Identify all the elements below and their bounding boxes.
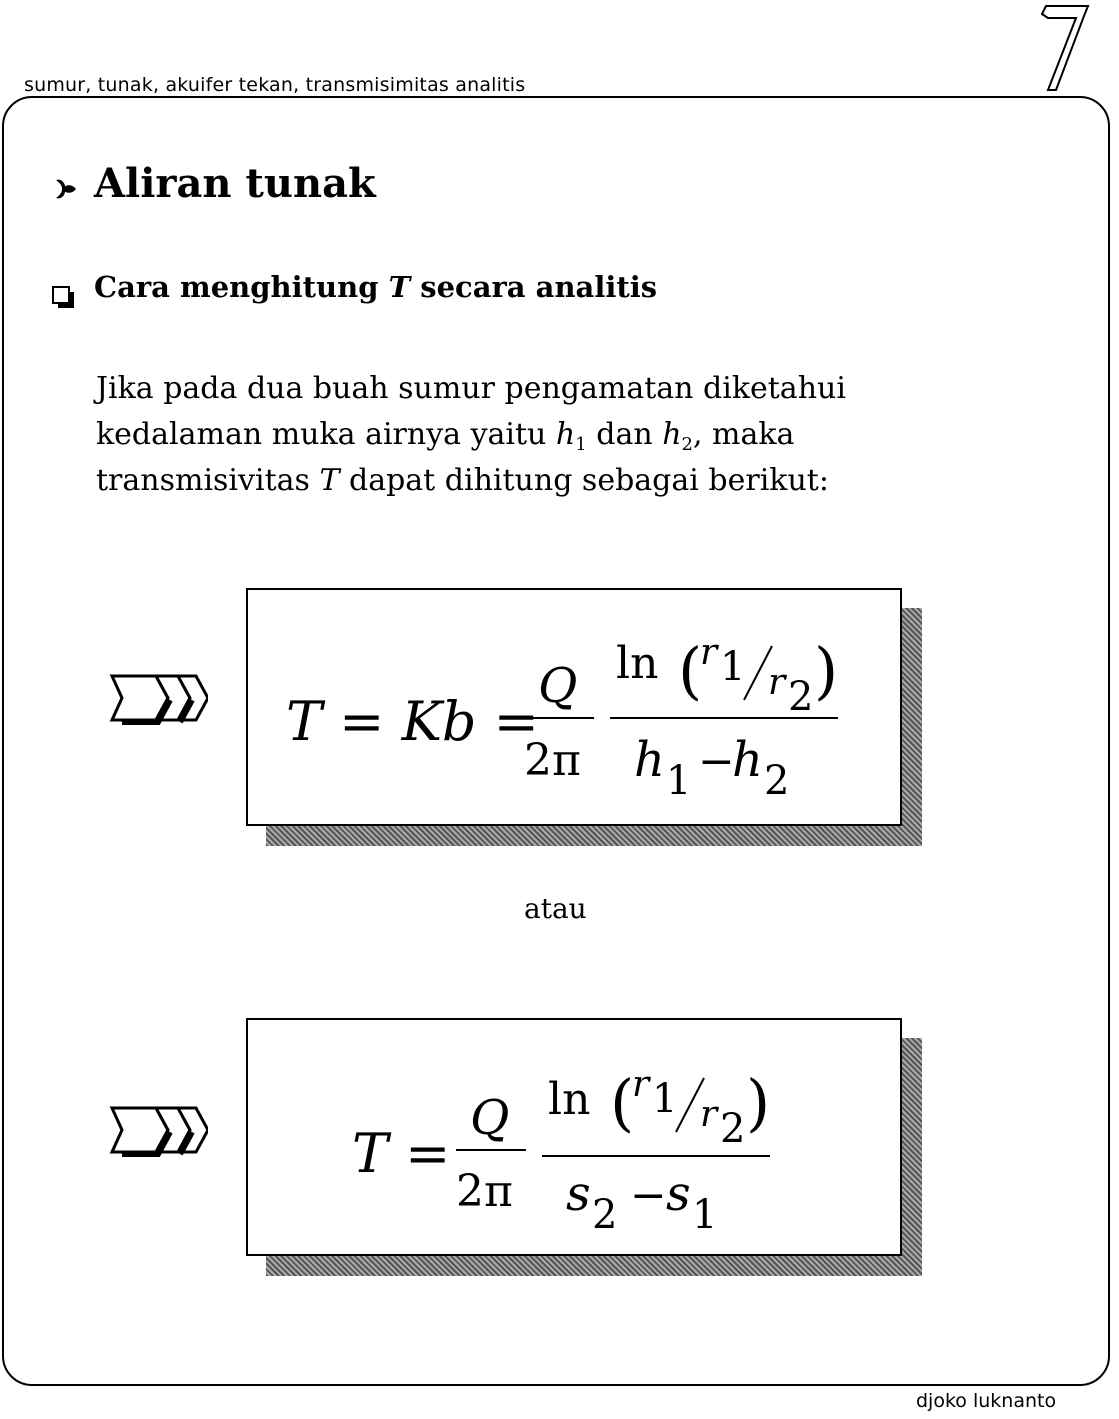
right-paren: ) [814, 634, 839, 707]
formula-denominator-2pi: 2π [456, 1166, 513, 1217]
r-variable: r [768, 662, 786, 703]
section-title: Aliran tunak [94, 160, 376, 207]
double-arrow-icon [108, 1100, 208, 1160]
description-paragraph [96, 366, 976, 504]
paragraph-text: transmisivitas [96, 463, 320, 498]
subscript-two: 2 [592, 1192, 618, 1238]
formula-numerator-q: Q [470, 1090, 510, 1146]
header-topic: sumur, tunak, akuifer tekan, transmisimitas analitis [24, 74, 526, 96]
paragraph-text: , maka [692, 417, 795, 452]
right-paren: ) [746, 1066, 771, 1139]
subsection-title [94, 270, 657, 304]
formula-frame [246, 1018, 902, 1256]
formula-1-svg [248, 590, 900, 824]
r-variable: r [700, 632, 718, 673]
t-variable: T [319, 463, 340, 498]
subscript-one: 1 [692, 1192, 718, 1238]
subscript-two: 2 [764, 758, 790, 804]
subsection-variable: T [388, 270, 411, 304]
subscript-two: 2 [788, 674, 814, 720]
h-variable: h [732, 732, 763, 788]
ln-label: ln [548, 1074, 591, 1125]
h-variable: h [555, 417, 576, 452]
separator-text: atau [524, 892, 587, 925]
footer-author: djoko luknanto [916, 1390, 1057, 1412]
checkbox-bullet-icon [52, 286, 70, 304]
formula-box-2 [246, 1018, 926, 1280]
subscript-two: 2 [681, 434, 693, 455]
h-variable: h [662, 417, 682, 452]
subscript-two: 2 [720, 1106, 746, 1152]
left-paren: ( [678, 634, 703, 707]
paragraph-text: kedalaman muka airnya yaitu [96, 417, 556, 452]
formula-numerator-q: Q [538, 658, 578, 714]
paragraph-line-3 [96, 458, 976, 504]
formula-denominator-2pi: 2π [524, 735, 581, 786]
heart-bullet-icon [52, 176, 78, 202]
formula-2-svg [248, 1020, 900, 1254]
paragraph-text: dan [586, 417, 663, 452]
subscript-one: 1 [652, 1076, 678, 1122]
ln-label: ln [616, 638, 659, 689]
r-variable: r [632, 1064, 650, 1105]
double-arrow-icon [108, 668, 208, 728]
subscript-one: 1 [720, 644, 746, 690]
left-paren: ( [610, 1066, 635, 1139]
h-variable: h [634, 732, 665, 788]
page-number-text: 7 [1064, 62, 1065, 63]
r-variable: r [700, 1094, 718, 1135]
subsection-suffix: secara analitis [410, 270, 658, 304]
page-number [1036, 2, 1092, 94]
paragraph-text: dapat dihitung sebagai berikut: [339, 463, 829, 498]
subsection-prefix: Cara menghitung [94, 270, 389, 304]
minus-sign: − [630, 1170, 667, 1221]
formula-frame [246, 588, 902, 826]
subscript-one: 1 [575, 434, 587, 455]
paragraph-line-2 [96, 412, 976, 458]
subscript-one: 1 [666, 758, 692, 804]
formula-lhs: T = [352, 1122, 451, 1185]
paragraph-line-1: Jika pada dua buah sumur pengamatan diketahui [96, 371, 846, 406]
formula-box-1 [246, 588, 926, 850]
s-variable: s [566, 1166, 591, 1222]
s-variable: s [666, 1166, 691, 1222]
formula-lhs: T = Kb = [286, 690, 539, 753]
minus-sign: − [698, 736, 735, 787]
